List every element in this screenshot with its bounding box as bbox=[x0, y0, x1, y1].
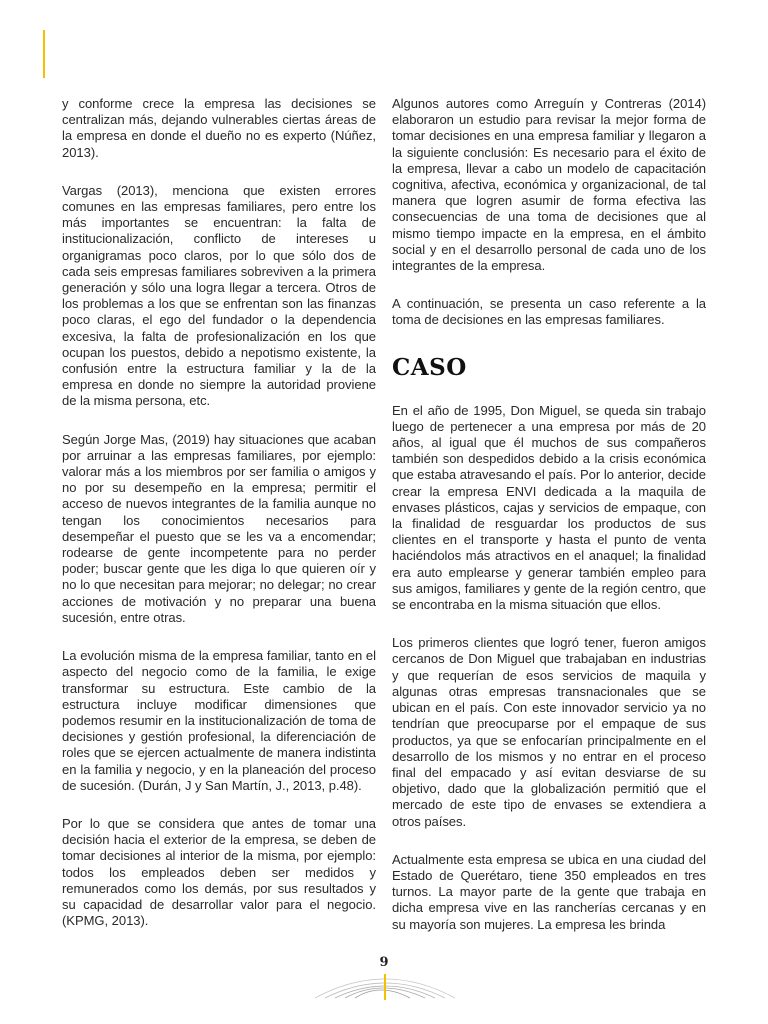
header-accent-bar bbox=[43, 30, 45, 78]
section-heading: CASO bbox=[392, 353, 467, 381]
paragraph: y conforme crece la empresa las decisiones se centralizan más, dejando vulnerables ciertas áreas de la empresa en donde el dueño no es experto (Núñez, 2013). bbox=[62, 96, 376, 160]
paragraph: Según Jorge Mas, (2019) hay situaciones que acaban por arruinar a las empresas familiares, por ejemplo: valorar más a los miembros por ser familia o amigos y no por su desempeño en la empresa; permitir el acceso de nuevos integrantes de la familia aunque no tengan los conocimientos necesarios para desempeñar el puesto que se les va a encomendar; rodearse de gente incompetente para no perder poder; buscar gente que les diga lo que quieren oír y no lo que necesitan para mejorar; no delegar; no crear acciones de motivación y no preparar una buena sucesión, entre otras. bbox=[62, 431, 376, 625]
paragraph: Actualmente esta empresa se ubica en una ciudad del Estado de Querétaro, tiene 350 empleados en tres turnos. La mayor parte de la gente que trabaja en dicha empresa vive en las rancherías cercanas y en su mayoría son mujeres. La empresa les brinda bbox=[392, 851, 706, 932]
arc-lines-decoration-icon bbox=[310, 960, 460, 1000]
paragraph: Vargas (2013), menciona que existen errores comunes en las empresas familiares, pero entre los más importantes se encuentran: la falta de institucionalización, conflicto de intereses u organigramas poco claros, por lo que sólo dos de cada seis empresas familiares sobreviven a la primera generación y sólo una logra llegar a tercera. Otros de los problemas a los que se enfrentan son las finanzas poco claras, el ego del fundador o la dependencia excesiva, la falta de profesionalización en los que ocupan los puestos, debido a nepotismo existente, la confusión entre la estructura familiar y la de la empresa en donde no siempre la autoridad proviene de la misma persona, etc. bbox=[62, 182, 376, 409]
paragraph: Algunos autores como Arreguín y Contreras (2014) elaboraron un estudio para revisar la mejor forma de tomar decisiones en una empresa familiar y llegaron a la siguiente conclusión: Es necesario para el éxito de la empresa, llevar a cabo un modelo de capacitación cognitiva, afectiva, económica y organizacional, de tal manera que logren asumir de forma efectiva las consecuencias de una toma de decisiones que al mismo tiempo impacte en la empresa, en el ámbito social y en el desarrollo personal de cada uno de los integrantes de la empresa. bbox=[392, 96, 706, 274]
paragraph: La evolución misma de la empresa familiar, tanto en el aspecto del negocio como de la familia, le exige transformar su estructura. Este cambio de la estructura incluye modificar dimensiones que podemos resumir en la institucionalización de toma de decisiones y gestión profesional, la diferenciación de roles que se ejercen actualmente de manera indistinta en la familia y negocio, y en la planeación del proceso de sucesión. (Durán, J y San Martín, J., 2013, p.48). bbox=[62, 648, 376, 793]
left-column bbox=[62, 96, 376, 951]
paragraph: En el año de 1995, Don Miguel, se queda sin trabajo luego de pertenecer a una empresa por más de 20 años, al igual que él muchos de sus compañeros también son despedidos debido a la crisis económica que estaba atravesando el país. Por lo anterior, decide crear la empresa ENVI dedicada a la maquila de envases plásticos, cajas y servicios de empaque, con la finalidad de resguardar los productos de sus clientes en el transporte y hasta el punto de venta haciéndolos más atractivos en el anaquel; la finalidad era auto emplearse y generar también empleo para sus amigos, familiares y gente de la región centro, que se encontraba en la misma situación que ellos. bbox=[392, 402, 706, 613]
right-column bbox=[392, 96, 706, 955]
paragraph: Por lo que se considera que antes de tomar una decisión hacia el exterior de la empresa, se deben de tomar decisiones al interior de la misma, por ejemplo: todos los empleados deben ser medidos y remunerados como los demás, por sus resultados y su capacidad de desarrollar valor para el negocio. (KPMG, 2013). bbox=[62, 815, 376, 929]
paragraph: A continuación, se presenta un caso referente a la toma de decisiones en las empresas familiares. bbox=[392, 296, 706, 328]
paragraph: Los primeros clientes que logró tener, fueron amigos cercanos de Don Miguel que trabajaban en industrias y que requerían de esos servicios de maquila y algunas otras empresas transnacionales que se ubican en el país. Con este innovador servicio ya no tendrían que preocuparse por el empaque de sus productos, ya que se enfocarían principalmente en el desarrollo de los mismos y no entrar en el proceso final del empacado y así evitan desviarse de su objetivo, dado que la globalización permitió que el mercado de este tipo de envases se extendiera a otros países. bbox=[392, 635, 706, 829]
page-number: 9 bbox=[379, 955, 389, 970]
